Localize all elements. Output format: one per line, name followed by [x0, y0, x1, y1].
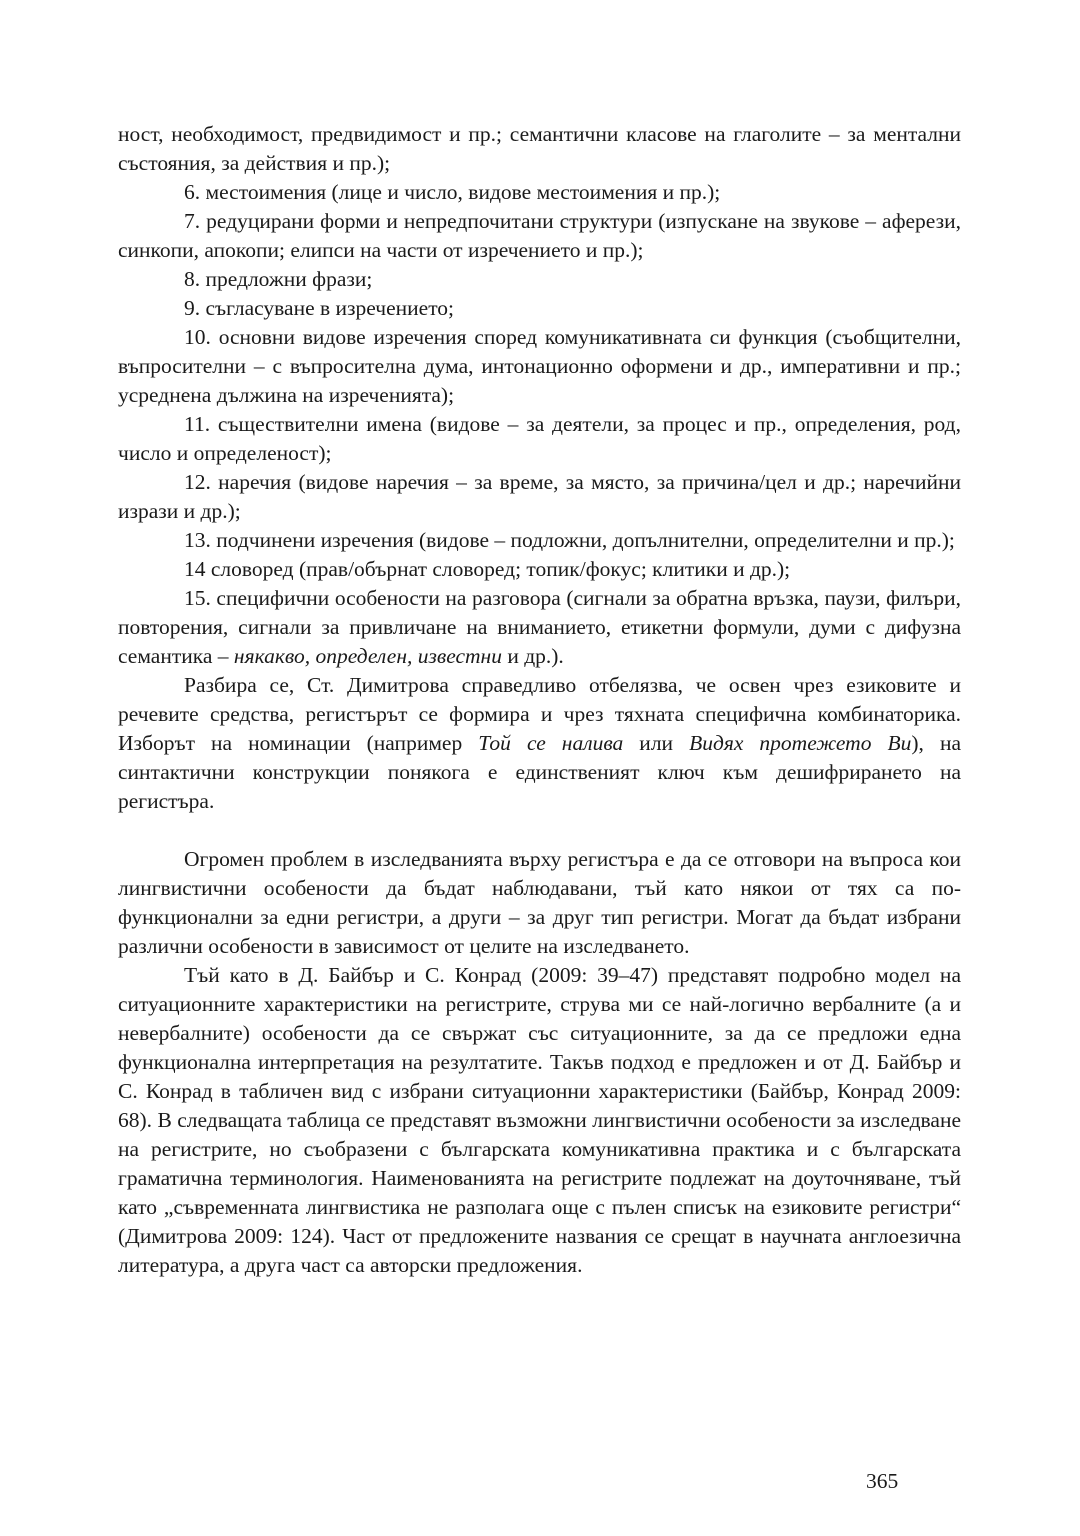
paragraph	[118, 178, 961, 207]
text-run: 13. подчинени изречения (видове – подложни, допълнителни, определителни и пр.);	[184, 528, 955, 552]
text-run: 11. съществителни имена (видове – за деятели, за процес и пр., определения, род, число и определеност);	[118, 412, 961, 465]
page-number: 365	[866, 1469, 899, 1493]
paragraph	[118, 265, 961, 294]
paragraph	[118, 323, 961, 410]
paragraph	[118, 961, 961, 1280]
text-run: 8. предложни фрази;	[184, 267, 373, 291]
text-run: 15. специфични особености на разговора (сигнали за обратна връзка, паузи, филъри, повторения, сигнали за привличане на вниманието, етикетни формули, думи с дифузна семантика –	[118, 586, 961, 668]
text-run: и др.).	[501, 644, 564, 668]
text-run: Огромен проблем в изследванията върху регистъра е да се отговори на въпроса кои лингвистични особености да бъдат наблюдавани, тъй като някои от тях са по-функционални за едни регистри, а други – за друг тип регистри. Могат да бъдат избрани различни особености в зависимост от целите на изследването.	[118, 847, 961, 958]
text-run: или	[623, 731, 690, 755]
paragraph	[118, 410, 961, 468]
text-run: Разбира се, Ст. Димитрова справедливо отбелязва, че освен чрез езиковите и речевите средства, регистърът се формира и чрез тяхната специфична комбинаторика. Изборът на номинации (например	[118, 673, 961, 755]
text-run: Тъй като в Д. Байбър и С. Конрад (2009: 39–47) представят подробно модел на ситуационните характеристики на регистрите, струва ми се най-логично вербалните (а и невербалните) особености да се свържат със ситуационните, за да се предложи една функционална интерпретация на резултатите. Такъв подход е предложен и от Д. Байбър и С. Конрад в табличен вид с избрани ситуационни характеристики (Байбър, Конрад 2009: 68). В следващата таблица се представят възможни лингвистични особености за изследване на регистрите, но съобразени с българската комуникативна практика и с българската граматична терминология. Наименованията на регистрите подлежат на доуточняване, тъй като „съвременната лингвистика не разполага още с пълен списък на езиковите регистри“ (Димитрова 2009: 124). Част от предложените названия се срещат в научната англоезична литература, а друга част са авторски предложения.	[118, 963, 961, 1277]
text-run: 12. наречия (видове наречия – за време, за място, за причина/цел и др.; наречийни изрази и др.);	[118, 470, 961, 523]
text-run: ), на синтактични конструкции понякога е единственият ключ към дешифрирането на регистъра.	[118, 731, 961, 813]
text-run: ност, необходимост, предвидимост и пр.; семантични класове на глаголите – за ментални състояния, за действия и пр.);	[118, 122, 961, 175]
text-run: 9. съгласуване в изречението;	[184, 296, 455, 320]
paragraph	[118, 526, 961, 555]
text-run: 6. местоимения (лице и число, видове местоимения и пр.);	[184, 180, 721, 204]
paragraph	[118, 671, 961, 816]
text-run: 7. редуцирани форми и непредпочитани структури (изпускане на звукове – аферези, синкопи, апокопи; елипси на части от изречението и пр.);	[118, 209, 961, 262]
italic-text: някакво, определен, известни	[233, 644, 502, 668]
paragraph	[118, 207, 961, 265]
body-text	[118, 120, 961, 1280]
text-run: 10. основни видове изречения според комуникативната си функция (съобщителни, въпросителни – с въпросителна дума, интонационно оформени и др., императивни и пр.; усреднена дължина на изреченията);	[118, 325, 961, 407]
paragraph	[118, 294, 961, 323]
text-run: 14 словоред (прав/обърнат словоред; топик/фокус; клитики и др.);	[184, 557, 791, 581]
italic-text: Той се налива	[478, 731, 624, 755]
paragraph	[118, 120, 961, 178]
paragraph	[118, 468, 961, 526]
paragraph	[118, 584, 961, 671]
italic-text: Видях протежето Ви	[689, 731, 912, 755]
paragraph	[118, 845, 961, 961]
paragraph	[118, 555, 961, 584]
